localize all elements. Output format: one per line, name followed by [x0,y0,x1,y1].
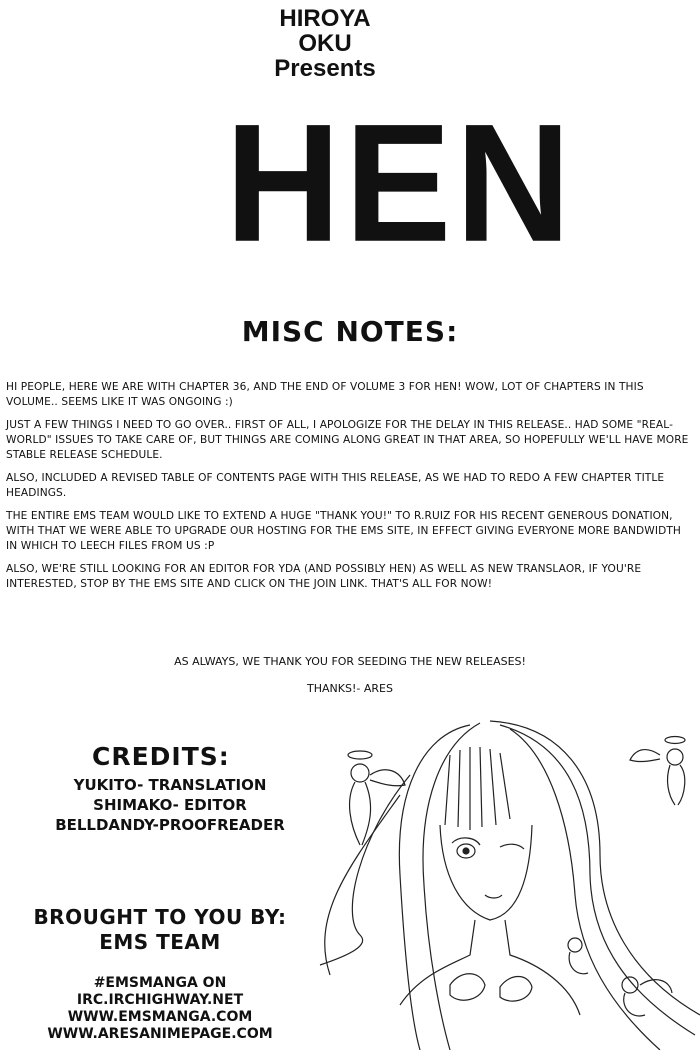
signature: THANKS!- ARES [307,682,393,695]
notes-body [6,380,694,600]
irc-channel: #EMSMANGA ON [93,975,227,991]
presents-label: Presents [274,55,376,82]
author-first-name: HIROYA [279,5,371,32]
misc-notes-heading: MISC NOTES: [241,315,459,348]
credit-item: YUKITO- TRANSLATION [73,776,267,794]
title-header [0,0,700,290]
team-name: EMS TEAM [99,930,221,954]
website-link[interactable]: WWW.EMSMANGA.COM [67,1009,253,1025]
note-paragraph: JUST A FEW THINGS I NEED TO GO OVER.. FIRST OF ALL, I APOLOGIZE FOR THE DELAY IN THIS RELEASE.. HAD SOME "REAL-WORLD" ISSUES TO TAKE CARE OF, BUT THINGS ARE COMING ALONG GREAT IN THAT AREA, SO HOPEFULLY WE'LL HAVE MORE STABLE RELEASE SCHEDULE. [6,419,689,461]
credits-heading: CREDITS: [92,742,230,771]
series-logo: HEN [225,88,575,277]
credit-item: BELLDANDY-PROOFREADER [55,816,285,834]
note-paragraph: HI PEOPLE, HERE WE ARE WITH CHAPTER 36, AND THE END OF VOLUME 3 FOR HEN! WOW, LOT OF CHAPTERS IN THIS VOLUME.. SEEMS LIKE IT WAS ONGOING :) [6,381,644,408]
brought-to-you-block [10,905,310,955]
contact-links [10,975,310,1043]
credit-item: SHIMAKO- EDITOR [93,796,247,814]
brought-to-you-label: BROUGHT TO YOU BY: [33,905,287,929]
note-paragraph: ALSO, WE'RE STILL LOOKING FOR AN EDITOR FOR YDA (AND POSSIBLY HEN) AS WELL AS NEW TRANSLAOR, IF YOU'RE INTERESTED, STOP BY THE EMS SITE AND CLICK ON THE JOIN LINK. THAT'S ALL FOR NOW! [6,563,642,590]
note-paragraph: ALSO, INCLUDED A REVISED TABLE OF CONTENTS PAGE WITH THIS RELEASE, AS WE HAD TO REDO A FEW CHAPTER TITLE HEADINGS. [6,472,665,499]
thanks-line: AS ALWAYS, WE THANK YOU FOR SEEDING THE NEW RELEASES! [174,655,526,668]
website-link[interactable]: WWW.ARESANIMEPAGE.COM [47,1026,273,1042]
credits-list [40,775,300,835]
manga-illustration [300,715,700,1050]
author-last-name: OKU [298,30,352,57]
irc-server: IRC.IRCHIGHWAY.NET [76,992,244,1008]
author-block [250,6,400,81]
closing-block [0,655,700,709]
note-paragraph: THE ENTIRE EMS TEAM WOULD LIKE TO EXTEND A HUGE "THANK YOU!" TO R.RUIZ FOR HIS RECENT GENEROUS DONATION, WITH THAT WE WERE ABLE TO UPGRADE OUR HOSTING FOR THE EMS SITE, IN EFFECT GIVING EVERYONE MORE BANDWIDTH IN WHICH TO LEECH FILES FROM US :P [6,510,681,552]
